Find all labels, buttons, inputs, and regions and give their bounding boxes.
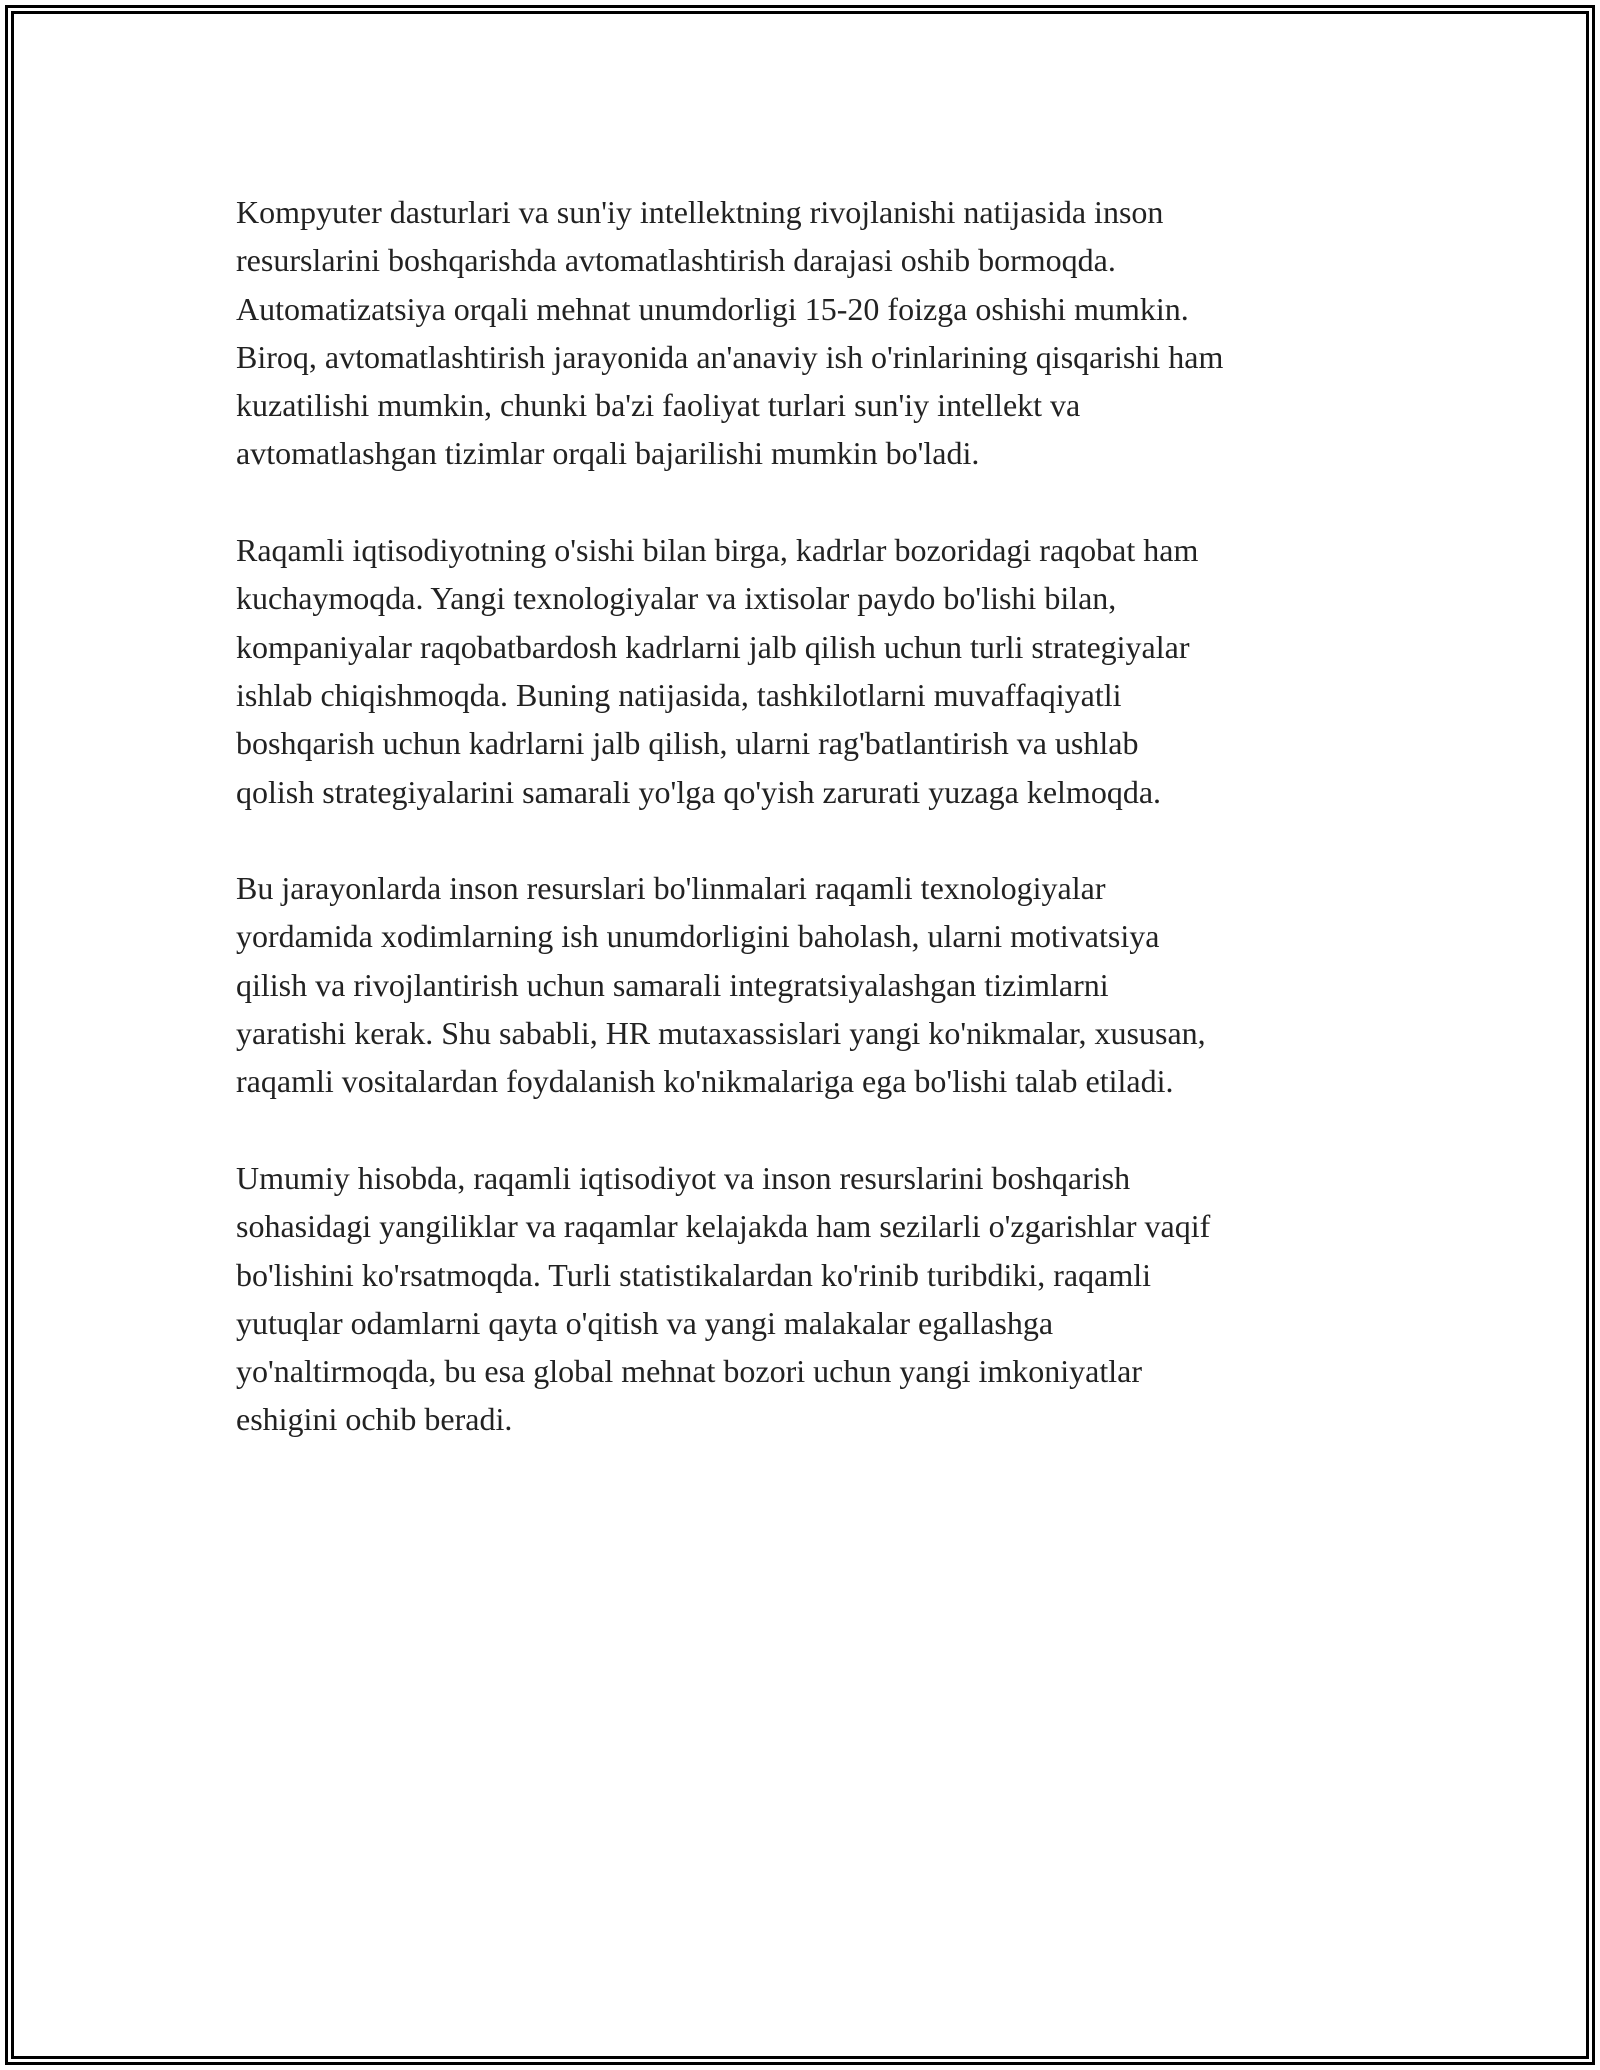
text-line: kuzatilishi mumkin, chunki ba'zi faoliyat turlari sun'iy intellekt va — [236, 387, 1081, 424]
text-line: Umumiy hisobda, raqamli iqtisodiyot va inson resurslarini boshqarish — [236, 1159, 1131, 1196]
text-line: bo'lishini ko'rsatmoqda. Turli statistikalardan ko'rinib turibdiki, raqamli — [236, 1256, 1151, 1293]
text-line: sohasidagi yangiliklar va raqamlar kelajakda ham sezilarli o'zgarishlar vaqif — [236, 1208, 1211, 1245]
text-line: yutuqlar odamlarni qayta o'qitish va yangi malakalar egallashga — [236, 1304, 1054, 1341]
text-line: raqamli vositalardan foydalanish ko'nikmalariga ega bo'lishi talab etiladi. — [236, 1063, 1174, 1100]
text-line: kompaniyalar raqobatbardosh kadrlarni jalb qilish uchun turli strategiyalar — [236, 628, 1190, 665]
text-line: kuchaymoqda. Yangi texnologiyalar va ixtisolar paydo bo'lishi bilan, — [236, 580, 1117, 617]
paragraph-4 — [236, 1154, 1386, 1444]
text-line: avtomatlashgan tizimlar orqali bajarilishi mumkin bo'ladi. — [236, 435, 980, 472]
text-line: eshigini ochib beradi. — [236, 1401, 513, 1438]
paragraph-3 — [236, 864, 1386, 1105]
text-line: Biroq, avtomatlashtirish jarayonida an'anaviy ish o'rinlarining qisqarishi ham — [236, 338, 1224, 375]
text-line: Raqamli iqtisodiyotning o'sishi bilan birga, kadrlar bozoridagi raqobat ham — [236, 532, 1199, 569]
text-line: yordamida xodimlarning ish unumdorligini baholash, ularni motivatsiya — [236, 918, 1160, 955]
text-line: ishlab chiqishmoqda. Buning natijasida, tashkilotlarni muvaffaqiyatli — [236, 676, 1122, 713]
paragraph-1 — [236, 188, 1386, 478]
text-line: boshqarish uchun kadrlarni jalb qilish, ularni rag'batlantirish va ushlab — [236, 725, 1139, 762]
text-line: qolish strategiyalarini samarali yo'lga qo'yish zarurati yuzaga kelmoqda. — [236, 773, 1162, 810]
text-line: qilish va rivojlantirish uchun samarali integratsiyalashgan tizimlarni — [236, 966, 1109, 1003]
text-line: Kompyuter dasturlari va sun'iy intellektning rivojlanishi natijasida inson — [236, 194, 1164, 230]
text-line: yaratishi kerak. Shu sababli, HR mutaxassislari yangi ko'nikmalar, xususan, — [236, 1015, 1206, 1052]
text-line: Automatizatsiya orqali mehnat unumdorligi 15-20 foizga oshishi mumkin. — [236, 290, 1189, 327]
paragraph-2 — [236, 526, 1386, 816]
text-line: resurslarini boshqarishda avtomatlashtirish darajasi oshib bormoqda. — [236, 242, 1116, 279]
document-body — [236, 188, 1386, 1492]
text-line: yo'naltirmoqda, bu esa global mehnat bozori uchun yangi imkoniyatlar — [236, 1353, 1142, 1390]
text-line: Bu jarayonlarda inson resurslari bo'linmalari raqamli texnologiyalar — [236, 870, 1106, 907]
